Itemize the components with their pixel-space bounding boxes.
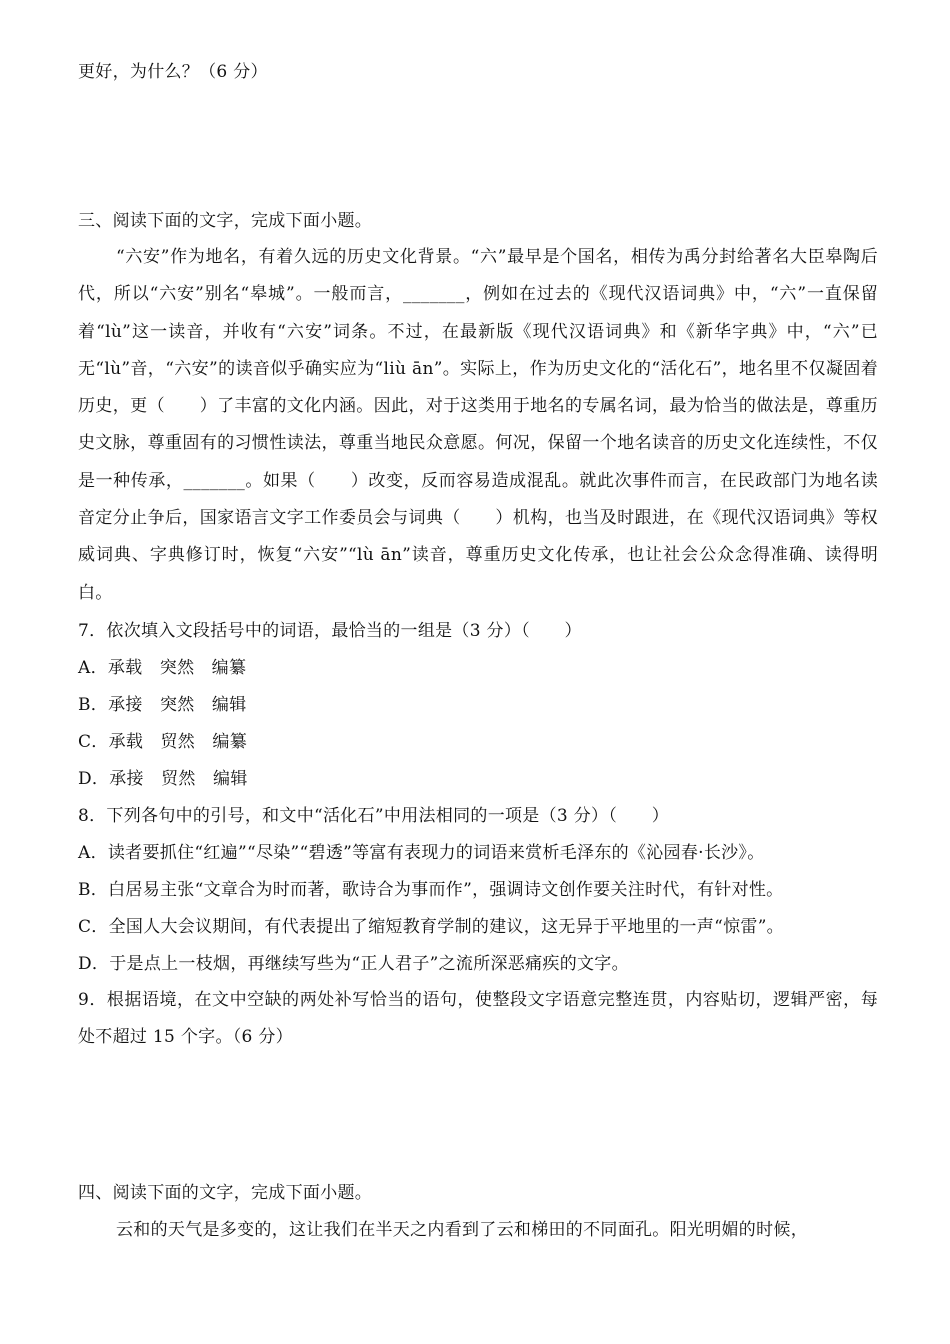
- question-8-option-b: B．白居易主张“文章合为时而著，歌诗合为事而作”，强调诗文创作要关注时代，有针对性。: [78, 880, 784, 900]
- document-page: [78, 0, 878, 1344]
- question-8-option-c: C．全国人大会议期间，有代表提出了缩短教育学制的建议，这无异于平地里的一声“惊雷”。: [78, 917, 784, 937]
- question-7-option-d: D．承接 贸然 编辑: [78, 769, 248, 789]
- question-9-stem: 9．根据语境，在文中空缺的两处补写恰当的语句，使整段文字语意完整连贯，内容贴切，逻辑严密，每处不超过 15 个字。（6 分）: [78, 990, 878, 1047]
- question-8-option-a: A．读者要抓住“红遍”“尽染”“碧透”等富有表现力的词语来赏析毛泽东的《沁园春·长沙》。: [78, 843, 765, 863]
- section-4-passage-start: 云和的天气是多变的，这让我们在半天之内看到了云和梯田的不同面孔。阳光明媚的时候，: [116, 1220, 808, 1240]
- question-8-stem: 8．下列各句中的引号，和文中“活化石”中用法相同的一项是（3 分）（ ）: [78, 806, 670, 826]
- question-7-option-a: A．承载 突然 编纂: [78, 658, 247, 678]
- section-4-heading: 四、阅读下面的文字，完成下面小题。: [78, 1183, 373, 1203]
- question-8-option-d: D．于是点上一枝烟，再继续写些为“正人君子”之流所深恶痛疾的文字。: [78, 954, 629, 974]
- question-7-stem: 7．依次填入文段括号中的词语，最恰当的一组是（3 分）（ ）: [78, 621, 582, 641]
- question-7-option-c: C．承载 贸然 编纂: [78, 732, 248, 752]
- question-7-option-b: B．承接 突然 编辑: [78, 695, 247, 715]
- section-3-heading: 三、阅读下面的文字，完成下面小题。: [78, 211, 373, 231]
- previous-question-tail: 更好，为什么？（6 分）: [78, 62, 268, 82]
- section-3-passage: “六安”作为地名，有着久远的历史文化背景。“六”最早是个国名，相传为禹分封给著名大臣皋陶后代，所以“六安”别名“皋城”。一般而言，_______，例如在过去的《现代汉语词典》中，“六”一直保留着“lù”这一读音，并收有“六安”词条。不过，在最新版《现代汉语词典》和《新华字典》中，“六”已无“lù”音，“六安”的读音似乎确实应为“liù ān”。实际上，作为历史文化的“活化石”，地名里不仅凝固着历史，更（ ）了丰富的文化内涵。因此，对于这类用于地名的专属名词，最为恰当的做法是，尊重历史文脉，尊重固有的习惯性读法，尊重当地民众意愿。何况，保留一个地名读音的历史文化连续性，不仅是一种传承，_______。如果（ ）改变，反而容易造成混乱。就此次事件而言，在民政部门为地名读音定分止争后，国家语言文字工作委员会与词典（ ）机构，也当及时跟进，在《现代汉语词典》等权威词典、字典修订时，恢复“六安”“lù ān”读音，尊重历史文化传承，也让社会公众念得准确、读得明白。: [78, 247, 878, 603]
